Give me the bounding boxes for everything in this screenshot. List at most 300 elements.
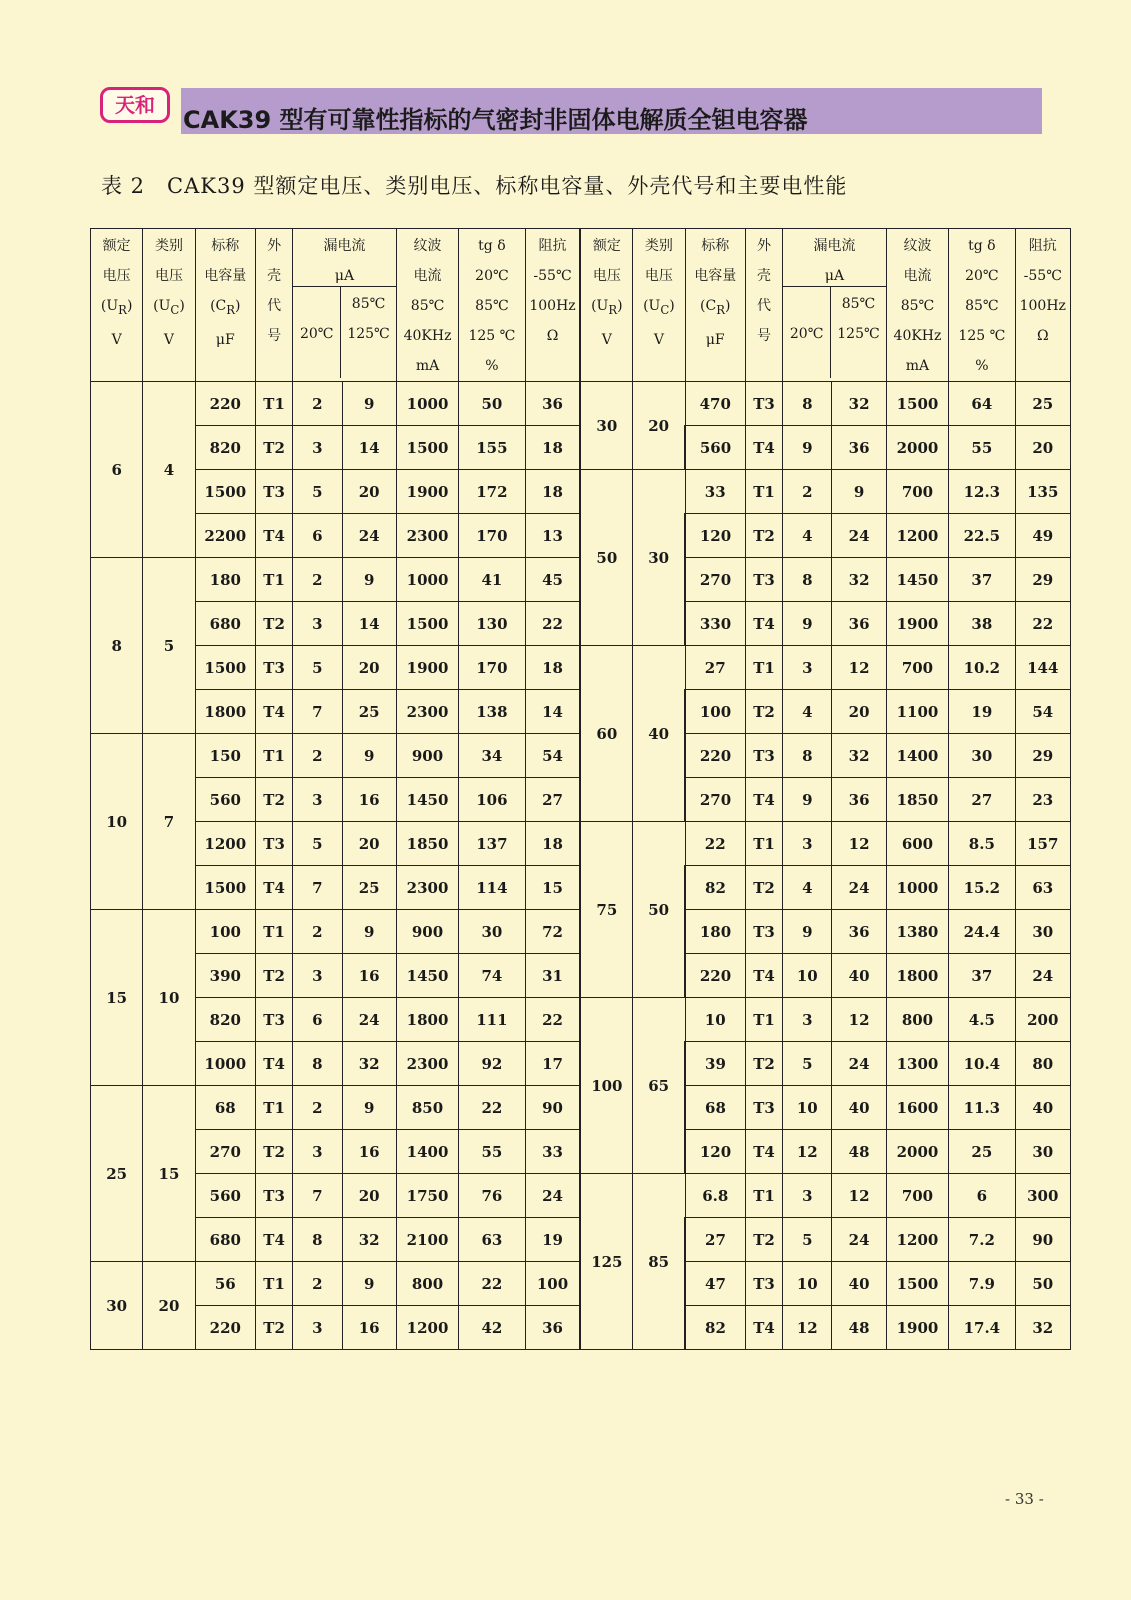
left-ripple-cell: 1000: [396, 382, 458, 426]
left-capacitance-cell: 1200: [195, 822, 255, 866]
left-ripple-cell: 1900: [396, 646, 458, 690]
right-capacitance-cell: 82: [685, 866, 745, 910]
right-header-rated-voltage: 额定 电压 $(U_R)$ V: [580, 229, 632, 382]
left-tg-cell: 92: [459, 1042, 525, 1086]
table-caption: 表 2 CAK39 型额定电压、类别电压、标称电容量、外壳代号和主要电性能: [101, 174, 848, 198]
left-impedance-cell: 17: [525, 1042, 580, 1086]
left-leakage-20-cell: 3: [293, 954, 342, 998]
right-tg-cell: 22.5: [949, 514, 1015, 558]
left-impedance-cell: 19: [525, 1218, 580, 1262]
left-capacitance-cell: 390: [195, 954, 255, 998]
left-impedance-cell: 13: [525, 514, 580, 558]
table-row: [91, 998, 1071, 1042]
left-ripple-cell: 1400: [396, 1130, 458, 1174]
right-leakage-20-cell: 8: [783, 734, 832, 778]
left-leakage-85-cell: 16: [342, 1306, 396, 1350]
left-leakage-20-cell: 3: [293, 1130, 342, 1174]
left-tg-cell: 130: [459, 602, 525, 646]
left-leakage-85-cell: 9: [342, 1262, 396, 1306]
right-leakage-85-cell: 12: [832, 646, 886, 690]
right-leakage-20-cell: 10: [783, 1086, 832, 1130]
left-impedance-cell: 90: [525, 1086, 580, 1130]
left-case-code-cell: T4: [255, 866, 292, 910]
left-tg-cell: 74: [459, 954, 525, 998]
right-capacitance-cell: 220: [685, 954, 745, 998]
left-ripple-cell: 2100: [396, 1218, 458, 1262]
left-tg-cell: 114: [459, 866, 525, 910]
left-ripple-cell: 2300: [396, 866, 458, 910]
left-ripple-cell: 900: [396, 734, 458, 778]
right-case-code-cell: T1: [745, 646, 782, 690]
right-case-code-cell: T3: [745, 382, 782, 426]
left-impedance-cell: 31: [525, 954, 580, 998]
left-rated-voltage-cell: 6: [91, 382, 143, 558]
right-ripple-cell: 1100: [886, 690, 948, 734]
left-impedance-cell: 45: [525, 558, 580, 602]
left-leakage-20-cell: 3: [293, 1306, 342, 1350]
left-rated-voltage-cell: 10: [91, 734, 143, 910]
right-case-code-cell: T4: [745, 778, 782, 822]
right-capacitance-cell: 6.8: [685, 1174, 745, 1218]
right-ripple-cell: 1850: [886, 778, 948, 822]
left-leakage-85-cell: 9: [342, 1086, 396, 1130]
left-case-code-cell: T3: [255, 470, 292, 514]
right-leakage-20-cell: 3: [783, 646, 832, 690]
right-ripple-cell: 1300: [886, 1042, 948, 1086]
left-impedance-cell: 54: [525, 734, 580, 778]
left-ripple-cell: 1450: [396, 778, 458, 822]
left-impedance-cell: 36: [525, 382, 580, 426]
left-case-code-cell: T1: [255, 734, 292, 778]
left-header-leakage-85: 85℃ 125℃: [347, 296, 390, 342]
left-capacitance-cell: 100: [195, 910, 255, 954]
left-case-code-cell: T1: [255, 558, 292, 602]
left-leakage-85-cell: 24: [342, 998, 396, 1042]
left-header-category-voltage: 类别 电压 $(U_C)$ V: [143, 229, 195, 382]
left-leakage-85-cell: 20: [342, 822, 396, 866]
left-case-code-cell: T2: [255, 778, 292, 822]
right-ripple-cell: 1200: [886, 514, 948, 558]
left-leakage-85-cell: 14: [342, 426, 396, 470]
right-header-leakage: 漏电流 μA 20℃ 85℃ 125℃: [783, 229, 887, 382]
right-case-code-cell: T2: [745, 1042, 782, 1086]
right-tg-cell: 38: [949, 602, 1015, 646]
right-leakage-85-cell: 36: [832, 910, 886, 954]
right-capacitance-cell: 10: [685, 998, 745, 1042]
table-row: [91, 646, 1071, 690]
right-capacitance-cell: 39: [685, 1042, 745, 1086]
left-impedance-cell: 24: [525, 1174, 580, 1218]
left-category-voltage-cell: 20: [143, 1262, 195, 1350]
right-ripple-cell: 1800: [886, 954, 948, 998]
right-ripple-cell: 1380: [886, 910, 948, 954]
left-leakage-20-cell: 3: [293, 778, 342, 822]
right-capacitance-cell: 330: [685, 602, 745, 646]
right-tg-cell: 10.4: [949, 1042, 1015, 1086]
right-leakage-85-cell: 24: [832, 514, 886, 558]
left-header-impedance: 阻抗 -55℃ 100Hz Ω: [525, 229, 580, 382]
left-rated-voltage-cell: 8: [91, 558, 143, 734]
right-ripple-cell: 1450: [886, 558, 948, 602]
right-capacitance-cell: 68: [685, 1086, 745, 1130]
right-case-code-cell: T4: [745, 954, 782, 998]
right-ripple-cell: 1600: [886, 1086, 948, 1130]
right-leakage-20-cell: 3: [783, 1174, 832, 1218]
left-category-voltage-cell: 15: [143, 1086, 195, 1262]
right-rated-voltage-cell: 50: [580, 470, 632, 646]
left-impedance-cell: 100: [525, 1262, 580, 1306]
spec-table-container: [90, 228, 1071, 1350]
left-tg-cell: 63: [459, 1218, 525, 1262]
right-impedance-cell: 29: [1015, 734, 1070, 778]
right-case-code-cell: T2: [745, 866, 782, 910]
right-impedance-cell: 49: [1015, 514, 1070, 558]
left-rated-voltage-cell: 15: [91, 910, 143, 1086]
right-rated-voltage-cell: 100: [580, 998, 632, 1174]
left-header-capacitance: 标称 电容量 $(C_R)$ μF: [195, 229, 255, 382]
right-case-code-cell: T3: [745, 1086, 782, 1130]
right-leakage-85-cell: 40: [832, 1262, 886, 1306]
left-ripple-cell: 900: [396, 910, 458, 954]
left-leakage-85-cell: 16: [342, 954, 396, 998]
right-capacitance-cell: 100: [685, 690, 745, 734]
left-case-code-cell: T2: [255, 426, 292, 470]
left-tg-cell: 138: [459, 690, 525, 734]
right-case-code-cell: T1: [745, 470, 782, 514]
left-header-case-code: 外 壳 代 号: [255, 229, 292, 382]
left-leakage-20-cell: 2: [293, 1086, 342, 1130]
left-leakage-20-cell: 3: [293, 426, 342, 470]
right-tg-cell: 19: [949, 690, 1015, 734]
left-impedance-cell: 22: [525, 998, 580, 1042]
right-rated-voltage-cell: 60: [580, 646, 632, 822]
left-capacitance-cell: 1500: [195, 866, 255, 910]
left-leakage-85-cell: 25: [342, 866, 396, 910]
right-leakage-85-cell: 20: [832, 690, 886, 734]
left-ripple-cell: 2300: [396, 1042, 458, 1086]
right-tg-cell: 12.3: [949, 470, 1015, 514]
right-header-leakage-20: 20℃: [783, 287, 831, 378]
left-capacitance-cell: 1800: [195, 690, 255, 734]
left-case-code-cell: T1: [255, 1262, 292, 1306]
left-impedance-cell: 36: [525, 1306, 580, 1350]
right-case-code-cell: T4: [745, 1306, 782, 1350]
left-case-code-cell: T4: [255, 514, 292, 558]
left-tg-cell: 172: [459, 470, 525, 514]
right-leakage-20-cell: 9: [783, 778, 832, 822]
left-rated-voltage-cell: 25: [91, 1086, 143, 1262]
right-capacitance-cell: 27: [685, 1218, 745, 1262]
left-impedance-cell: 22: [525, 602, 580, 646]
left-leakage-85-cell: 32: [342, 1218, 396, 1262]
left-tg-cell: 34: [459, 734, 525, 778]
left-capacitance-cell: 560: [195, 778, 255, 822]
right-case-code-cell: T2: [745, 514, 782, 558]
left-leakage-85-cell: 16: [342, 778, 396, 822]
right-impedance-cell: 144: [1015, 646, 1070, 690]
left-capacitance-cell: 2200: [195, 514, 255, 558]
right-leakage-20-cell: 8: [783, 382, 832, 426]
left-leakage-20-cell: 5: [293, 822, 342, 866]
left-category-voltage-cell: 10: [143, 910, 195, 1086]
left-case-code-cell: T3: [255, 998, 292, 1042]
right-ripple-cell: 1500: [886, 1262, 948, 1306]
right-leakage-85-cell: 32: [832, 558, 886, 602]
left-impedance-cell: 15: [525, 866, 580, 910]
left-leakage-85-cell: 32: [342, 1042, 396, 1086]
left-tg-cell: 76: [459, 1174, 525, 1218]
left-leakage-85-cell: 20: [342, 470, 396, 514]
right-leakage-20-cell: 8: [783, 558, 832, 602]
right-tg-cell: 4.5: [949, 998, 1015, 1042]
left-capacitance-cell: 270: [195, 1130, 255, 1174]
right-leakage-85-cell: 48: [832, 1306, 886, 1350]
right-impedance-cell: 29: [1015, 558, 1070, 602]
left-capacitance-cell: 56: [195, 1262, 255, 1306]
left-ripple-cell: 1000: [396, 558, 458, 602]
left-leakage-20-cell: 8: [293, 1218, 342, 1262]
right-header-leakage-85: 85℃ 125℃: [837, 296, 880, 342]
right-capacitance-cell: 120: [685, 514, 745, 558]
right-capacitance-cell: 33: [685, 470, 745, 514]
right-capacitance-cell: 47: [685, 1262, 745, 1306]
right-ripple-cell: 2000: [886, 426, 948, 470]
right-header-category-voltage: 类别 电压 $(U_C)$ V: [633, 229, 685, 382]
right-leakage-85-cell: 12: [832, 1174, 886, 1218]
right-leakage-85-cell: 36: [832, 602, 886, 646]
right-rated-voltage-cell: 125: [580, 1174, 632, 1350]
left-capacitance-cell: 680: [195, 602, 255, 646]
spec-table: [90, 228, 1071, 1350]
left-capacitance-cell: 820: [195, 998, 255, 1042]
right-impedance-cell: 25: [1015, 382, 1070, 426]
right-case-code-cell: T3: [745, 1262, 782, 1306]
left-leakage-85-cell: 20: [342, 646, 396, 690]
left-case-code-cell: T2: [255, 1130, 292, 1174]
left-ripple-cell: 1200: [396, 1306, 458, 1350]
left-ripple-cell: 1750: [396, 1174, 458, 1218]
right-tg-cell: 37: [949, 954, 1015, 998]
right-leakage-20-cell: 5: [783, 1218, 832, 1262]
right-capacitance-cell: 270: [685, 558, 745, 602]
right-category-voltage-cell: 40: [633, 646, 685, 822]
left-capacitance-cell: 820: [195, 426, 255, 470]
left-impedance-cell: 18: [525, 646, 580, 690]
table-row: [91, 382, 1071, 426]
right-capacitance-cell: 270: [685, 778, 745, 822]
left-leakage-20-cell: 7: [293, 1174, 342, 1218]
right-impedance-cell: 157: [1015, 822, 1070, 866]
right-leakage-85-cell: 40: [832, 954, 886, 998]
left-leakage-20-cell: 7: [293, 866, 342, 910]
right-ripple-cell: 1000: [886, 866, 948, 910]
left-case-code-cell: T3: [255, 822, 292, 866]
left-tg-cell: 155: [459, 426, 525, 470]
left-tg-cell: 41: [459, 558, 525, 602]
right-leakage-85-cell: 32: [832, 734, 886, 778]
left-tg-cell: 42: [459, 1306, 525, 1350]
right-case-code-cell: T2: [745, 1218, 782, 1262]
table-header-row: [91, 229, 1071, 382]
right-impedance-cell: 50: [1015, 1262, 1070, 1306]
right-impedance-cell: 30: [1015, 1130, 1070, 1174]
left-capacitance-cell: 680: [195, 1218, 255, 1262]
right-impedance-cell: 54: [1015, 690, 1070, 734]
table-row: [91, 1174, 1071, 1218]
left-leakage-20-cell: 2: [293, 382, 342, 426]
right-case-code-cell: T3: [745, 910, 782, 954]
right-header-tg: tg δ 20℃ 85℃ 125 ℃ %: [949, 229, 1015, 382]
right-leakage-20-cell: 4: [783, 866, 832, 910]
brand-logo: 天和: [100, 87, 170, 123]
left-impedance-cell: 14: [525, 690, 580, 734]
right-case-code-cell: T1: [745, 998, 782, 1042]
left-leakage-85-cell: 9: [342, 734, 396, 778]
left-tg-cell: 22: [459, 1262, 525, 1306]
left-leakage-20-cell: 8: [293, 1042, 342, 1086]
left-case-code-cell: T2: [255, 954, 292, 998]
left-capacitance-cell: 1000: [195, 1042, 255, 1086]
right-leakage-20-cell: 12: [783, 1306, 832, 1350]
left-impedance-cell: 18: [525, 426, 580, 470]
left-case-code-cell: T4: [255, 1218, 292, 1262]
left-case-code-cell: T2: [255, 1306, 292, 1350]
left-category-voltage-cell: 7: [143, 734, 195, 910]
right-leakage-20-cell: 10: [783, 1262, 832, 1306]
right-leakage-85-cell: 12: [832, 998, 886, 1042]
left-case-code-cell: T3: [255, 646, 292, 690]
right-case-code-cell: T3: [745, 734, 782, 778]
left-category-voltage-cell: 4: [143, 382, 195, 558]
right-leakage-20-cell: 4: [783, 514, 832, 558]
right-tg-cell: 8.5: [949, 822, 1015, 866]
left-impedance-cell: 27: [525, 778, 580, 822]
left-case-code-cell: T3: [255, 1174, 292, 1218]
page-number: - 33 -: [1005, 1490, 1044, 1508]
left-leakage-85-cell: 14: [342, 602, 396, 646]
left-tg-cell: 170: [459, 646, 525, 690]
right-case-code-cell: T1: [745, 822, 782, 866]
left-capacitance-cell: 180: [195, 558, 255, 602]
left-capacitance-cell: 68: [195, 1086, 255, 1130]
left-leakage-20-cell: 2: [293, 558, 342, 602]
right-rated-voltage-cell: 75: [580, 822, 632, 998]
right-tg-cell: 24.4: [949, 910, 1015, 954]
left-header-tg: tg δ 20℃ 85℃ 125 ℃ %: [459, 229, 525, 382]
left-capacitance-cell: 220: [195, 1306, 255, 1350]
right-leakage-85-cell: 36: [832, 778, 886, 822]
right-tg-cell: 64: [949, 382, 1015, 426]
right-capacitance-cell: 120: [685, 1130, 745, 1174]
right-tg-cell: 55: [949, 426, 1015, 470]
right-impedance-cell: 22: [1015, 602, 1070, 646]
right-ripple-cell: 1200: [886, 1218, 948, 1262]
right-impedance-cell: 24: [1015, 954, 1070, 998]
left-header-leakage-20: 20℃: [293, 287, 341, 378]
right-tg-cell: 27: [949, 778, 1015, 822]
right-impedance-cell: 300: [1015, 1174, 1070, 1218]
left-leakage-85-cell: 9: [342, 558, 396, 602]
left-leakage-85-cell: 9: [342, 910, 396, 954]
table-row: [91, 822, 1071, 866]
left-rated-voltage-cell: 30: [91, 1262, 143, 1350]
left-leakage-20-cell: 5: [293, 646, 342, 690]
right-header-capacitance: 标称 电容量 $(C_R)$ μF: [685, 229, 745, 382]
left-header-ripple: 纹波 电流 85℃ 40KHz mA: [396, 229, 458, 382]
left-leakage-20-cell: 5: [293, 470, 342, 514]
left-tg-cell: 55: [459, 1130, 525, 1174]
left-ripple-cell: 1500: [396, 426, 458, 470]
right-tg-cell: 25: [949, 1130, 1015, 1174]
right-case-code-cell: T2: [745, 690, 782, 734]
left-ripple-cell: 1900: [396, 470, 458, 514]
right-impedance-cell: 135: [1015, 470, 1070, 514]
left-impedance-cell: 18: [525, 470, 580, 514]
right-impedance-cell: 90: [1015, 1218, 1070, 1262]
right-capacitance-cell: 22: [685, 822, 745, 866]
left-ripple-cell: 1850: [396, 822, 458, 866]
right-tg-cell: 7.9: [949, 1262, 1015, 1306]
left-tg-cell: 30: [459, 910, 525, 954]
left-leakage-85-cell: 9: [342, 382, 396, 426]
right-leakage-85-cell: 24: [832, 866, 886, 910]
page-title: CAK39 型有可靠性指标的气密封非固体电解质全钽电容器: [183, 106, 808, 134]
left-leakage-85-cell: 24: [342, 514, 396, 558]
right-case-code-cell: T4: [745, 426, 782, 470]
left-ripple-cell: 1500: [396, 602, 458, 646]
left-ripple-cell: 800: [396, 1262, 458, 1306]
left-ripple-cell: 1800: [396, 998, 458, 1042]
left-capacitance-cell: 150: [195, 734, 255, 778]
right-leakage-20-cell: 9: [783, 426, 832, 470]
right-leakage-20-cell: 10: [783, 954, 832, 998]
left-tg-cell: 137: [459, 822, 525, 866]
right-rated-voltage-cell: 30: [580, 382, 632, 470]
left-capacitance-cell: 560: [195, 1174, 255, 1218]
left-tg-cell: 170: [459, 514, 525, 558]
right-ripple-cell: 1400: [886, 734, 948, 778]
left-ripple-cell: 2300: [396, 514, 458, 558]
right-header-case-code: 外 壳 代 号: [745, 229, 782, 382]
right-case-code-cell: T4: [745, 602, 782, 646]
right-impedance-cell: 30: [1015, 910, 1070, 954]
left-case-code-cell: T1: [255, 382, 292, 426]
right-case-code-cell: T1: [745, 1174, 782, 1218]
right-leakage-20-cell: 3: [783, 998, 832, 1042]
right-impedance-cell: 200: [1015, 998, 1070, 1042]
right-ripple-cell: 1900: [886, 1306, 948, 1350]
left-case-code-cell: T1: [255, 910, 292, 954]
left-ripple-cell: 1450: [396, 954, 458, 998]
right-capacitance-cell: 220: [685, 734, 745, 778]
right-tg-cell: 11.3: [949, 1086, 1015, 1130]
left-case-code-cell: T1: [255, 1086, 292, 1130]
right-category-voltage-cell: 50: [633, 822, 685, 998]
right-leakage-20-cell: 5: [783, 1042, 832, 1086]
right-tg-cell: 15.2: [949, 866, 1015, 910]
right-capacitance-cell: 180: [685, 910, 745, 954]
left-leakage-20-cell: 7: [293, 690, 342, 734]
right-leakage-20-cell: 9: [783, 910, 832, 954]
left-ripple-cell: 2300: [396, 690, 458, 734]
right-header-impedance: 阻抗 -55℃ 100Hz Ω: [1015, 229, 1070, 382]
left-impedance-cell: 18: [525, 822, 580, 866]
right-leakage-85-cell: 24: [832, 1218, 886, 1262]
right-case-code-cell: T4: [745, 1130, 782, 1174]
right-impedance-cell: 40: [1015, 1086, 1070, 1130]
table-row: [91, 470, 1071, 514]
left-leakage-85-cell: 16: [342, 1130, 396, 1174]
